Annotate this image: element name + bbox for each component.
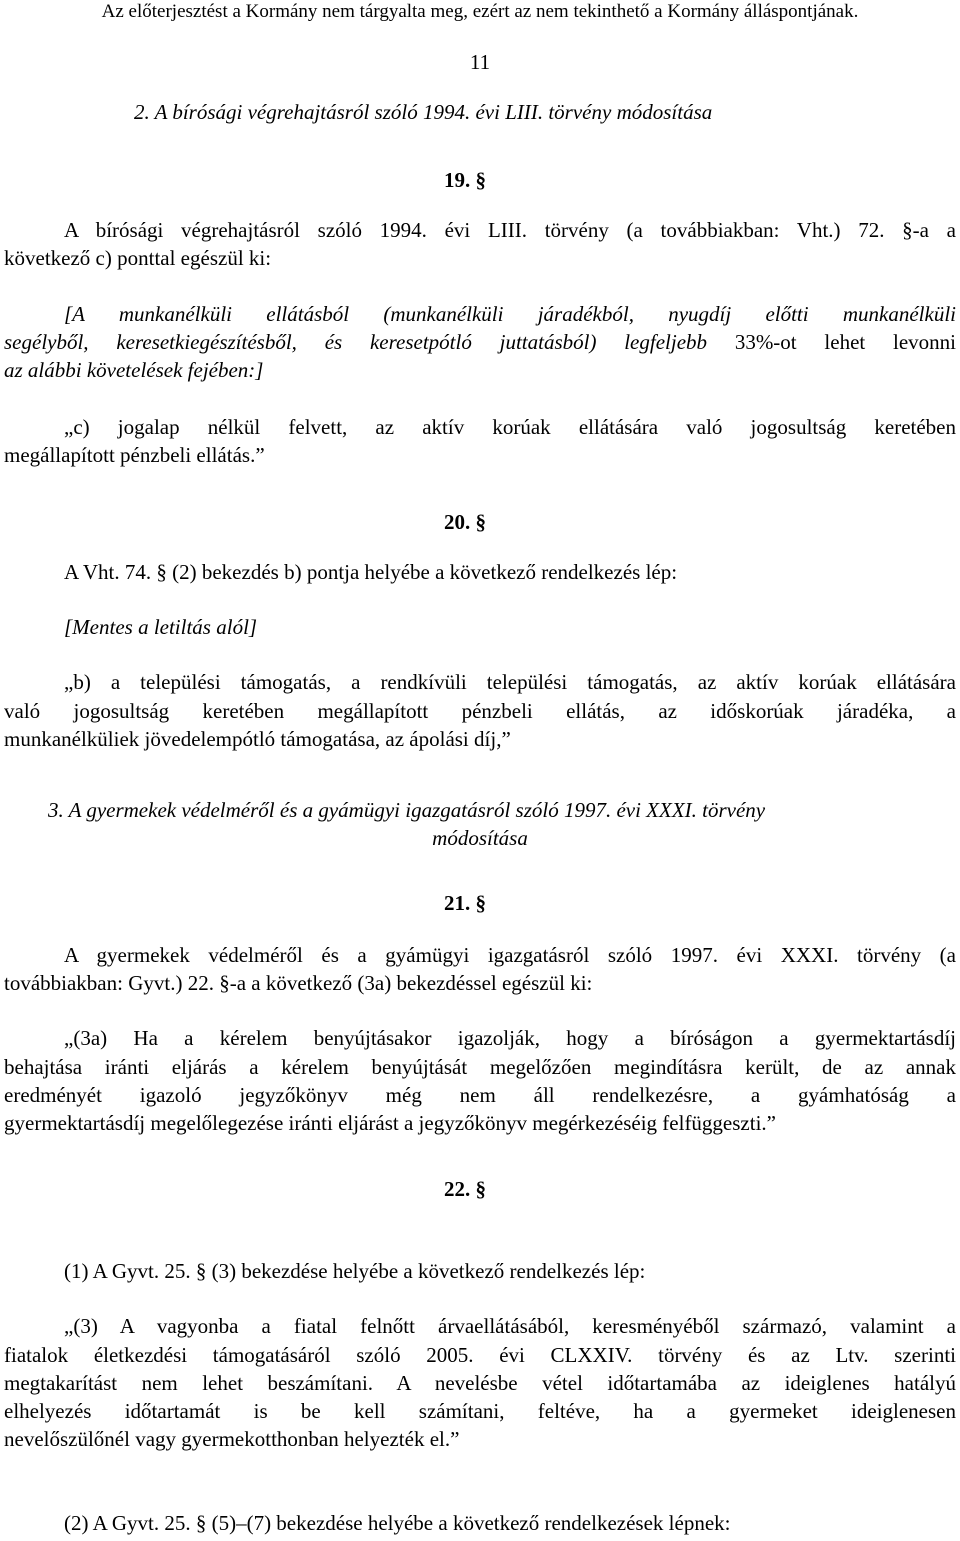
section-21-quote-line-2: behajtása iránti eljárás a kérelem benyújtását megelőzően megindításra került, de az annak: [4, 1055, 956, 1079]
section-19-context-line-2: [4, 329, 956, 355]
section-19-context-line-2-italic: segélyből, keresetkiegészítésből, és keresetpótló juttatásból) legfeljebb: [4, 330, 708, 354]
section-19-intro-line-2: következő c) ponttal egészül ki:: [4, 246, 272, 270]
section-22-quote-line-3: megtakarítást nem lehet beszámítani. A nevelésbe vétel időtartamába az ideiglenes hatályú: [4, 1371, 956, 1395]
section-19-context-line-2-upright: 33%-ot lehet levonni: [707, 330, 957, 354]
section-20-quote-line-2: való jogosultság keretében megállapított pénzbeli ellátás, az időskorúak járadéka, a: [4, 699, 956, 723]
page-number: 11: [469, 50, 491, 74]
section-22-heading: 22. §: [444, 1177, 486, 1201]
section-20-intro: A Vht. 74. § (2) bekezdés b) pontja helyébe a következő rendelkezés lép:: [64, 560, 678, 584]
part-3-title-line-1: 3. A gyermekek védelméről és a gyámügyi igazgatásról szóló 1997. évi XXXI. törvény: [48, 798, 766, 822]
section-19-quote-line-2: megállapított pénzbeli ellátás.”: [4, 443, 265, 467]
section-20-heading: 20. §: [444, 510, 486, 534]
part-3-title-line-2: módosítása: [432, 826, 528, 850]
section-22-quote-line-1: „(3) A vagyonba a fiatal felnőtt árvaellátásából, keresményéből származó, valamint a: [64, 1314, 956, 1338]
section-21-quote-line-1: „(3a) Ha a kérelem benyújtásakor igazolják, hogy a bíróságon a gyermektartásdíj: [64, 1026, 956, 1050]
section-22-para-2-intro: (2) A Gyvt. 25. § (5)–(7) bekezdése helyébe a következő rendelkezések lépnek:: [64, 1511, 731, 1535]
document-header-notice: Az előterjesztést a Kormány nem tárgyalta meg, ezért az nem tekinthető a Kormány álláspontjának.: [101, 1, 859, 22]
section-22-quote-line-2: fiatalok életkezdési támogatásáról szóló 2005. évi CLXXIV. törvény és az Ltv. szerinti: [4, 1343, 956, 1367]
section-20-quote-line-3: munkanélküliek jövedelempótló támogatása, az ápolási díj,”: [4, 727, 511, 751]
section-19-quote-line-1: „c) jogalap nélkül felvett, az aktív korúak ellátására való jogosultság keretében: [64, 415, 956, 439]
section-19-intro-line-1: A bírósági végrehajtásról szóló 1994. évi LIII. törvény (a továbbiakban: Vht.) 72. §-a a: [64, 218, 956, 242]
section-20-context: [Mentes a letiltás alól]: [64, 615, 258, 639]
section-20-quote-line-1: „b) a települési támogatás, a rendkívüli települési támogatás, az aktív korúak ellátására: [64, 670, 956, 694]
section-19-context-line-1: [A munkanélküli ellátásból (munkanélküli járadékból, nyugdíj előtti munkanélküli: [64, 302, 956, 326]
section-21-quote-line-4: gyermektartásdíj megelőlegezése iránti eljárást a jegyzőkönyv megérkezéséig felfüggeszti.”: [4, 1111, 776, 1135]
section-21-intro-line-2: továbbiakban: Gyvt.) 22. §-a a következő (3a) bekezdéssel egészül ki:: [4, 971, 593, 995]
part-2-title: 2. A bírósági végrehajtásról szóló 1994. évi LIII. törvény módosítása: [134, 100, 713, 124]
section-21-intro-line-1: A gyermekek védelméről és a gyámügyi igazgatásról szóló 1997. évi XXXI. törvény (a: [64, 943, 956, 967]
section-22-para-1-intro: (1) A Gyvt. 25. § (3) bekezdése helyébe a következő rendelkezés lép:: [64, 1259, 646, 1283]
section-19-context-line-3: az alábbi követelések fejében:]: [4, 358, 264, 382]
section-22-quote-line-5: nevelőszülőnél vagy gyermekotthonban helyezték el.”: [4, 1427, 460, 1451]
section-21-quote-line-3: eredményét igazoló jegyzőkönyv még nem áll rendelkezésre, a gyámhatóság a: [4, 1083, 956, 1107]
section-21-heading: 21. §: [444, 891, 486, 915]
section-19-heading: 19. §: [444, 168, 486, 192]
section-22-quote-line-4: elhelyezés időtartamát is be kell számítani, feltéve, ha a gyermeket ideiglenesen: [4, 1399, 956, 1423]
